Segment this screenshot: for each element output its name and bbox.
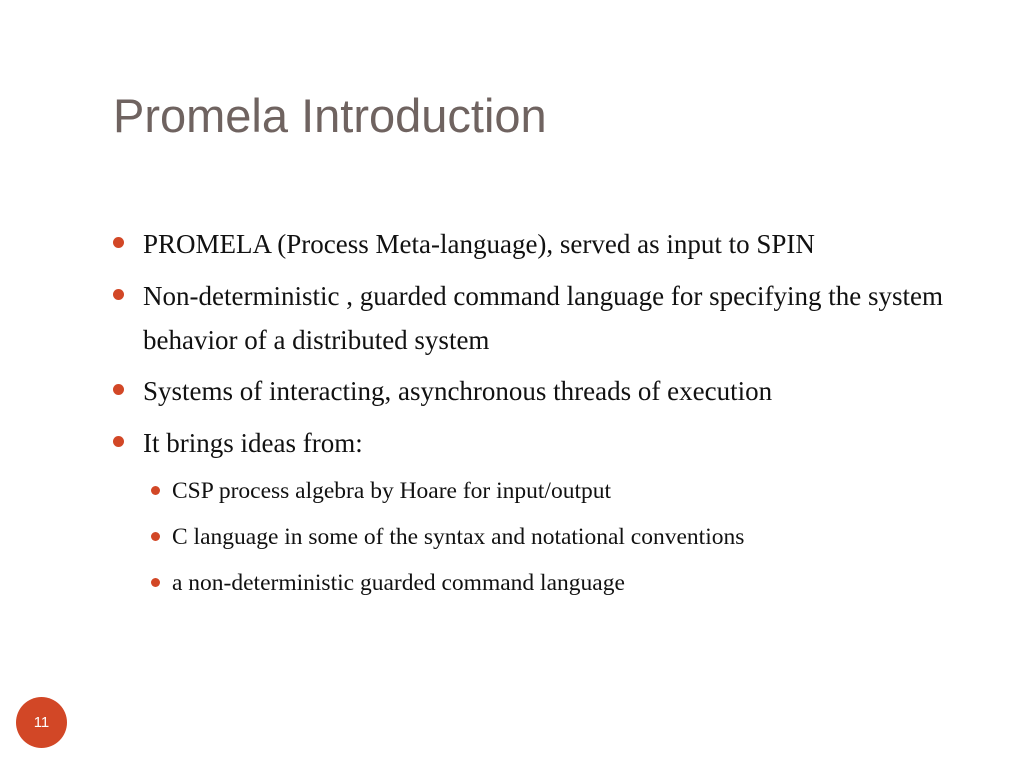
sub-bullet-item: CSP process algebra by Hoare for input/output <box>143 471 993 511</box>
slide-body <box>113 222 993 609</box>
page-number-badge: 11 <box>16 697 67 748</box>
bullet-text: PROMELA (Process Meta-language), served as input to SPIN <box>143 229 815 259</box>
bullet-item <box>113 222 993 266</box>
bullet-text: It brings ideas from: <box>143 428 363 458</box>
bullet-item <box>113 421 993 603</box>
bullet-item <box>113 369 993 413</box>
slide-title: Promela Introduction <box>113 89 547 142</box>
bullet-text: Systems of interacting, asynchronous threads of execution <box>143 376 773 406</box>
bullet-list <box>113 222 993 603</box>
bullet-item <box>113 274 993 362</box>
sub-bullet-list <box>113 471 993 603</box>
sub-bullet-item: a non-deterministic guarded command language <box>143 563 993 603</box>
bullet-text: Non-deterministic , guarded command language for specifying the system behavior of a distributed system <box>143 281 944 355</box>
sub-bullet-item: C language in some of the syntax and notational conventions <box>143 517 993 557</box>
